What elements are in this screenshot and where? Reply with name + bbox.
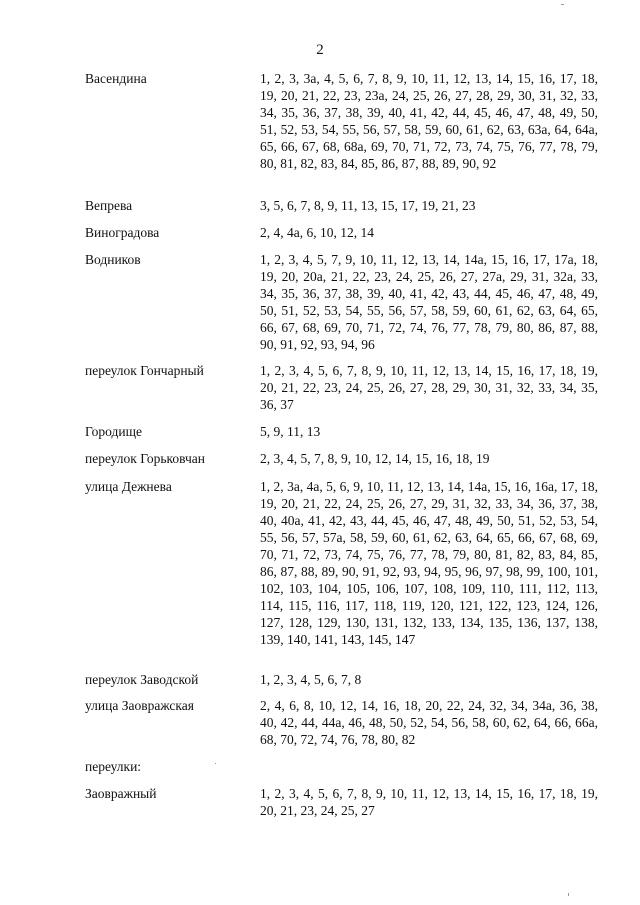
house-numbers: 3, 5, 6, 7, 8, 9, 11, 13, 15, 17, 19, 21, 23: [260, 198, 476, 213]
house-numbers: 2, 4, 4а, 6, 10, 12, 14: [260, 225, 374, 240]
house-numbers: 1, 2, 3а, 4а, 5, 6, 9, 10, 11, 12, 13, 14, 14а, 15, 16, 16а, 17, 18, 19, 20, 21, 22, 24, 25, 26, 27, 29, 31, 32, 33, 34, 36, 37, 38, 40, 40а, 41, 42, 43, 44, 45, 46, 47, 48, 49, 50, 51, 52, 53, 54, 55, 56, 57, 57а, 58, 59, 60, 61, 62, 63, 64, 65, 66, 67, 68, 69, 70, 71, 72, 73, 74, 75, 76, 77, 78, 79, 80, 81, 82, 83, 84, 85, 86, 87, 88, 89, 90, 91, 92, 93, 94, 95, 96, 97, 98, 99, 100, 101, 102, 103, 104, 105, 106, 107, 108, 109, 110, 111, 112, 113, 114, 115, 116, 117, 118, 119, 120, 121, 122, 123, 124, 126, 127, 128, 129, 130, 131, 132, 133, 134, 135, 136, 137, 138, 139, 140, 141, 143, 145, 147: [260, 479, 598, 647]
house-numbers: 1, 2, 3, 4, 5, 7, 9, 10, 11, 12, 13, 14, 14а, 15, 16, 17, 17а, 18, 19, 20, 20а, 21, 22, 23, 24, 25, 26, 27, 27а, 29, 31, 32а, 33, 34, 35, 36, 37, 38, 39, 40, 41, 42, 43, 44, 45, 46, 47, 48, 49, 50, 51, 52, 53, 54, 55, 56, 57, 58, 59, 60, 61, 62, 63, 64, 65, 66, 67, 68, 69, 70, 71, 72, 74, 76, 77, 78, 79, 80, 86, 87, 88, 90, 91, 92, 93, 94, 96: [260, 252, 598, 352]
house-numbers: 1, 2, 3, 4, 5, 6, 7, 8, 9, 10, 11, 12, 13, 14, 15, 16, 17, 18, 19, 20, 21, 22, 23, 24, 25, 26, 27, 28, 29, 30, 31, 32, 33, 34, 35, 36, 37: [260, 363, 598, 412]
house-numbers: 1, 2, 3, 4, 5, 6, 7, 8, 9, 10, 11, 12, 13, 14, 15, 16, 17, 18, 19, 20, 21, 23, 24, 25, 27: [260, 786, 598, 818]
house-numbers: 2, 4, 6, 8, 10, 12, 14, 16, 18, 20, 22, 24, 32, 34, 34а, 36, 38, 40, 42, 44, 44а, 46, 48, 50, 52, 54, 56, 58, 60, 62, 64, 66, 66а, 68, 70, 72, 74, 76, 78, 80, 82: [260, 698, 598, 747]
page-number: 2: [316, 42, 324, 58]
street-name: переулок Заводской: [85, 672, 199, 687]
street-name: Виноградова: [85, 225, 160, 240]
street-name: Вепрева: [85, 198, 133, 213]
street-name: Городище: [85, 424, 142, 439]
street-name: улица Дежнева: [85, 479, 172, 494]
house-numbers: 1, 2, 3, 3а, 4, 5, 6, 7, 8, 9, 10, 11, 12, 13, 14, 15, 16, 17, 18, 19, 20, 21, 22, 23, 23а, 24, 25, 26, 27, 28, 29, 30, 31, 32, 33, 34, 35, 36, 37, 38, 39, 40, 41, 42, 44, 45, 46, 47, 48, 49, 50, 51, 52, 53, 54, 55, 56, 57, 58, 59, 60, 61, 62, 63, 63а, 64, 64а, 65, 66, 67, 68, 68а, 69, 70, 71, 72, 73, 74, 75, 76, 77, 78, 79, 80, 81, 82, 83, 84, 85, 86, 87, 88, 89, 90, 92: [260, 71, 598, 171]
street-name: переулок Горьковчан: [85, 451, 205, 466]
street-name: Заовражный: [85, 786, 157, 801]
street-name: Водников: [85, 252, 141, 267]
house-numbers: 5, 9, 11, 13: [260, 424, 321, 439]
scan-speck: [215, 763, 216, 764]
street-name: улица Заовражская: [85, 698, 194, 713]
street-name: переулок Гончарный: [85, 363, 204, 378]
house-numbers: 2, 3, 4, 5, 7, 8, 9, 10, 12, 14, 15, 16, 18, 19: [260, 451, 490, 466]
street-name: Васендина: [85, 71, 147, 86]
house-numbers: 1, 2, 3, 4, 5, 6, 7, 8: [260, 672, 362, 687]
street-name: переулки:: [85, 759, 142, 774]
scan-speck: [568, 893, 569, 896]
scan-speck: [561, 4, 564, 5]
